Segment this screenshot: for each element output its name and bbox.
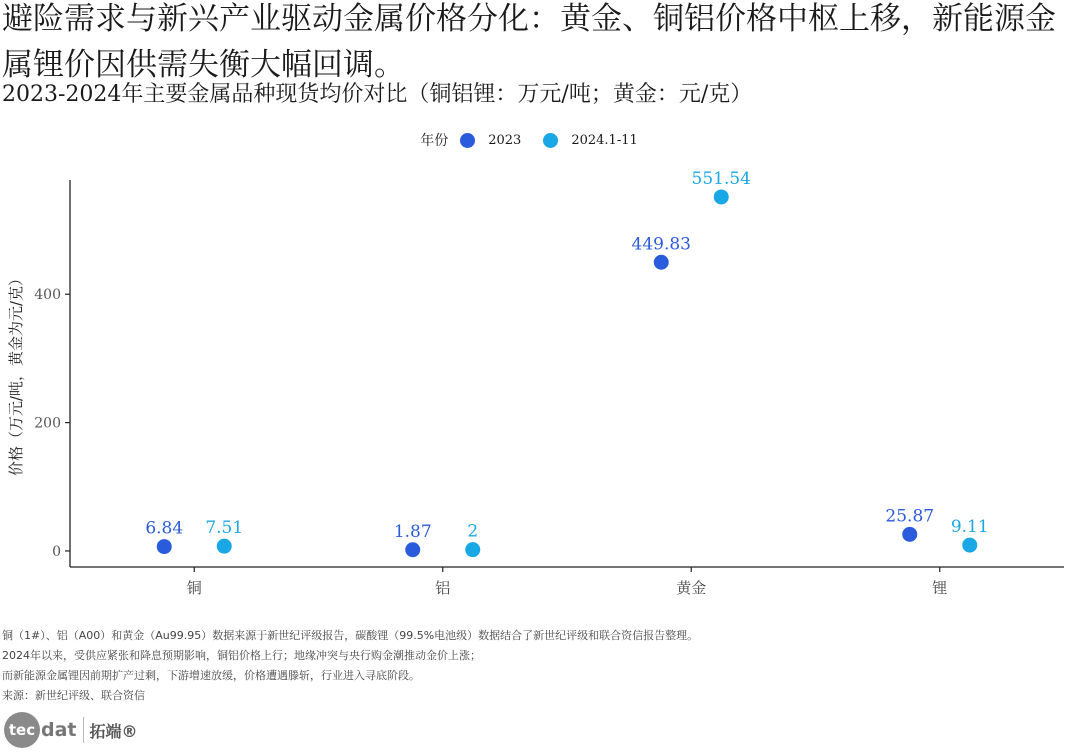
y-tick-label: 200 xyxy=(34,415,61,432)
data-point xyxy=(654,255,669,270)
data-point xyxy=(217,539,232,554)
y-axis-label: 价格（万元/吨，黄金为元/克） xyxy=(7,270,25,477)
x-tick-label: 铜 xyxy=(186,579,202,597)
footnote-1: 铜（1#）、铝（A00）和黄金（Au99.95）数据来源于新世纪评级报告，碳酸锂（99.5%电池级）数据结合了新世纪评级和联合资信报告整理。 xyxy=(2,629,699,642)
data-point xyxy=(714,189,729,204)
data-label: 25.87 xyxy=(885,506,935,527)
x-tick-label: 铝 xyxy=(435,579,451,597)
legend-label-2024: 2024.1-11 xyxy=(571,132,638,148)
footnote-3: 而新能源金属锂因前期扩产过剩，下游增速放缓，价格遭遇滕斩，行业进入寻底阶段。 xyxy=(2,669,420,682)
data-label: 2 xyxy=(467,521,479,542)
brand-name-en: dat xyxy=(41,719,77,741)
legend-title: 年份 xyxy=(420,133,449,149)
data-point xyxy=(962,538,977,553)
data-label: 6.84 xyxy=(145,518,184,539)
data-label: 7.51 xyxy=(205,518,244,539)
data-point xyxy=(902,527,917,542)
legend-label-2023: 2023 xyxy=(488,132,522,148)
data-point xyxy=(405,542,420,557)
data-label: 1.87 xyxy=(393,521,432,542)
footnote-2: 2024年以来，受供应紧张和降息预期影响，铜铝价格上行；地缘冲突与央行购金潮推动金价上涨； xyxy=(2,649,481,662)
x-tick-label: 黄金 xyxy=(676,579,707,597)
chart-title: 避险需求与新兴产业驱动金属价格分化：黄金、铜铝价格中枢上移，新能源金属锂价因供需失衡大幅回调。 xyxy=(2,1,1056,83)
data-point xyxy=(465,542,480,557)
data-label: 449.83 xyxy=(631,234,691,255)
y-tick-label: 0 xyxy=(52,543,61,560)
brand-badge: tec xyxy=(4,712,40,748)
data-point xyxy=(157,539,172,554)
brand-name-cn: 拓端® xyxy=(89,721,138,741)
data-label: 9.11 xyxy=(950,517,989,538)
chart-subtitle: 2023-2024年主要金属品种现货均价对比（铜铝锂：万元/吨；黄金：元/克） xyxy=(2,82,753,107)
y-tick-label: 400 xyxy=(34,287,61,304)
x-tick-label: 锂 xyxy=(932,579,948,597)
footnote-source: 来源：新世纪评级、联合资信 xyxy=(2,689,145,702)
footnotes xyxy=(2,626,698,706)
data-label: 551.54 xyxy=(691,168,751,189)
brand-logo xyxy=(4,712,138,748)
brand-separator xyxy=(83,717,84,743)
